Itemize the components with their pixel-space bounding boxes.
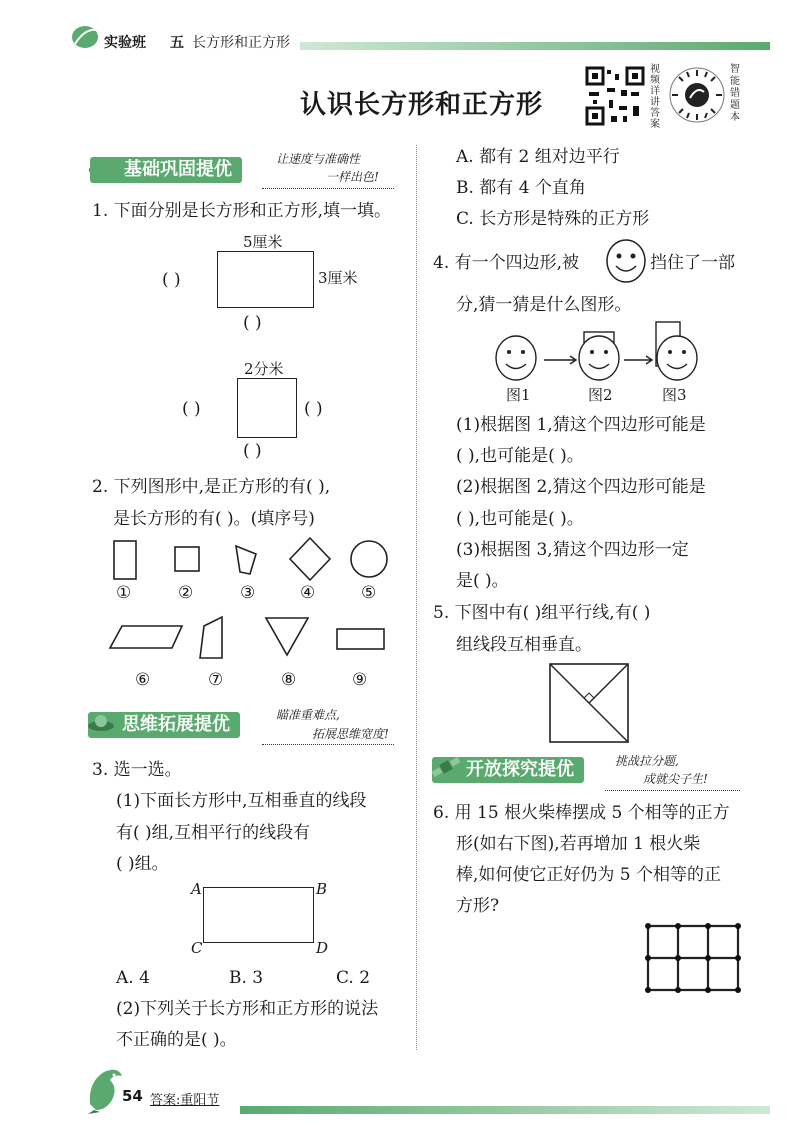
section3-title: 开放探究提优 [432, 757, 584, 783]
qr-code-icon [585, 66, 645, 126]
page-number: 54 [122, 1087, 143, 1105]
q2-line1: 2. 下列图形中,是正方形的有( ), [92, 477, 331, 497]
figure-2 [579, 332, 619, 380]
arrow-1-icon [544, 356, 576, 364]
q2-label-1: ① [116, 583, 132, 603]
q4-line1b: 挡住了一部 [650, 253, 735, 273]
q2-label-4: ④ [300, 583, 316, 603]
mini-program-code-icon [668, 64, 726, 126]
shape-2-square [175, 547, 199, 571]
q3-p1b: 有( )组,互相平行的线段有 [116, 823, 311, 843]
satellite-icon [430, 752, 462, 782]
header-logo [70, 24, 100, 50]
shape-3-quadrilateral [236, 546, 256, 574]
q6-line4: 方形? [456, 896, 500, 916]
q4-s1b: ( ),也可能是( )。 [456, 446, 584, 466]
section2-note1: 瞄准重难点, [276, 708, 340, 722]
q4-s2a: (2)根据图 2,猜这个四边形可能是 [456, 477, 706, 497]
q1-square [237, 378, 297, 438]
section1-title: 基础巩固提优 [90, 157, 242, 183]
q2-label-6: ⑥ [135, 670, 151, 690]
q4-s3a: (3)根据图 3,猜这个四边形一定 [456, 540, 689, 560]
q1-rect-left-blank: ( ) [162, 270, 181, 290]
qr-code-video[interactable] [585, 66, 645, 126]
q4-s2b: ( ),也可能是( )。 [456, 509, 584, 529]
q2-label-8: ⑧ [281, 670, 297, 690]
q4-fig2-label: 图2 [588, 386, 613, 404]
header-bar [300, 42, 770, 50]
q3-choice-a[interactable]: A. 都有 2 组对边平行 [456, 147, 620, 167]
q6-line2: 形(如右下图),若再增加 1 根火柴 [456, 834, 701, 854]
q2-label-3: ③ [240, 583, 256, 603]
q1-rect-top-label: 5厘米 [243, 233, 283, 251]
shape-7-trapezoid [200, 617, 222, 658]
q4-s3b: 是( )。 [456, 571, 509, 591]
shape-4-diamond [290, 538, 330, 580]
q1-rect-right-label: 3厘米 [318, 269, 358, 287]
qr1-caption: 视频详讲答案 [650, 64, 660, 130]
section3-note1: 挑战拉分题, [615, 754, 679, 768]
q2-label-7: ⑦ [208, 670, 224, 690]
q1-rectangle [217, 251, 314, 308]
q3-corner-b: B [316, 880, 328, 898]
q6-matchstick-figure [638, 918, 748, 998]
q1-square-top-label: 2分米 [244, 360, 284, 378]
q5-line2: 组线段互相垂直。 [456, 635, 592, 655]
q3-choice-b[interactable]: B. 都有 4 个直角 [456, 178, 586, 198]
shape-8-triangle [266, 618, 308, 655]
q3-option-c[interactable]: C. 2 [336, 968, 371, 988]
page-title: 认识长方形和正方形 [300, 90, 544, 120]
q2-label-9: ⑨ [352, 670, 368, 690]
q3-line1: 3. 选一选。 [92, 760, 182, 780]
figure-3 [656, 322, 697, 380]
section1-note1: 让速度与准确性 [276, 152, 361, 166]
footer-dolphin [84, 1064, 124, 1114]
shape-6-parallelogram [110, 626, 182, 648]
column-divider [416, 145, 417, 1050]
q3-option-a[interactable]: A. 4 [116, 968, 150, 988]
q4-line2: 分,猜一猜是什么图形。 [456, 295, 632, 315]
q1-square-left-blank: ( ) [182, 399, 201, 419]
q3-p2a: (2)下列关于长方形和正方形的说法 [116, 999, 379, 1019]
section2-rule [262, 743, 394, 745]
arrow-2-icon [624, 356, 652, 364]
section1-note2: 一样出色! [326, 170, 379, 184]
q3-corner-a: A [191, 880, 202, 898]
q1-text: 1. 下面分别是长方形和正方形,填一填。 [92, 201, 392, 221]
q4-figures [480, 318, 720, 388]
leaf-logo-icon [70, 24, 100, 50]
section2-title: 思维拓展提优 [88, 712, 240, 738]
q1-square-right-blank: ( ) [304, 399, 323, 419]
section1-rule [262, 187, 394, 189]
q1-square-bottom-blank: ( ) [243, 441, 262, 461]
q3-corner-c: C [191, 939, 203, 957]
q3-p1c: ( )组。 [116, 854, 169, 874]
q5-line1: 5. 下图中有( )组平行线,有( ) [433, 603, 651, 623]
q4-s1a: (1)根据图 1,猜这个四边形可能是 [456, 415, 706, 435]
footer-answer: 答案:重阳节 [150, 1093, 220, 1108]
header-chapter: 五 [170, 35, 184, 51]
section3-icon [430, 752, 462, 782]
section3-rule [605, 789, 740, 791]
section2-note2: 拓展思维宽度! [312, 727, 389, 741]
q6-line1: 6. 用 15 根火柴棒摆成 5 个相等的正方 [433, 803, 730, 823]
q2-label-2: ② [178, 583, 194, 603]
section2-icon [86, 708, 116, 738]
q6-line3: 棒,如何使它正好仍为 5 个相等的正 [456, 865, 722, 885]
q4-smiley [604, 238, 648, 284]
section3-note2: 成就尖子生! [643, 772, 708, 786]
q3-option-b[interactable]: B. 3 [229, 968, 264, 988]
shape-1-rectangle [114, 541, 136, 579]
shape-9-rectangle [337, 629, 384, 649]
q4-fig1-label: 图1 [506, 386, 531, 404]
q3-rectangle [203, 887, 314, 943]
qr2-caption: 智能错题本 [730, 64, 740, 123]
smiley-face-icon [604, 238, 648, 284]
header-chapter-title: 长方形和正方形 [192, 35, 290, 51]
q3-p1a: (1)下面长方形中,互相垂直的线段 [116, 791, 367, 811]
header-series: 实验班 [104, 35, 146, 51]
q4-line1a: 4. 有一个四边形,被 [433, 253, 580, 273]
q2-line2: 是长方形的有( )。(填序号) [113, 509, 315, 529]
dolphin-icon [84, 1064, 124, 1114]
q5-figure [548, 662, 630, 744]
q1-rect-bottom-blank: ( ) [243, 313, 262, 333]
q3-corner-d: D [316, 939, 329, 957]
q2-label-5: ⑤ [361, 583, 377, 603]
q4-fig3-label: 图3 [662, 386, 687, 404]
q3-p2b: 不正确的是( )。 [116, 1030, 237, 1050]
ufo-icon [86, 708, 116, 738]
qr-code-wrongbook[interactable] [668, 64, 726, 126]
shape-5-circle [351, 541, 387, 577]
figure-1 [496, 336, 536, 380]
footer-bar [240, 1106, 770, 1114]
q3-choice-c[interactable]: C. 长方形是特殊的正方形 [456, 209, 650, 229]
